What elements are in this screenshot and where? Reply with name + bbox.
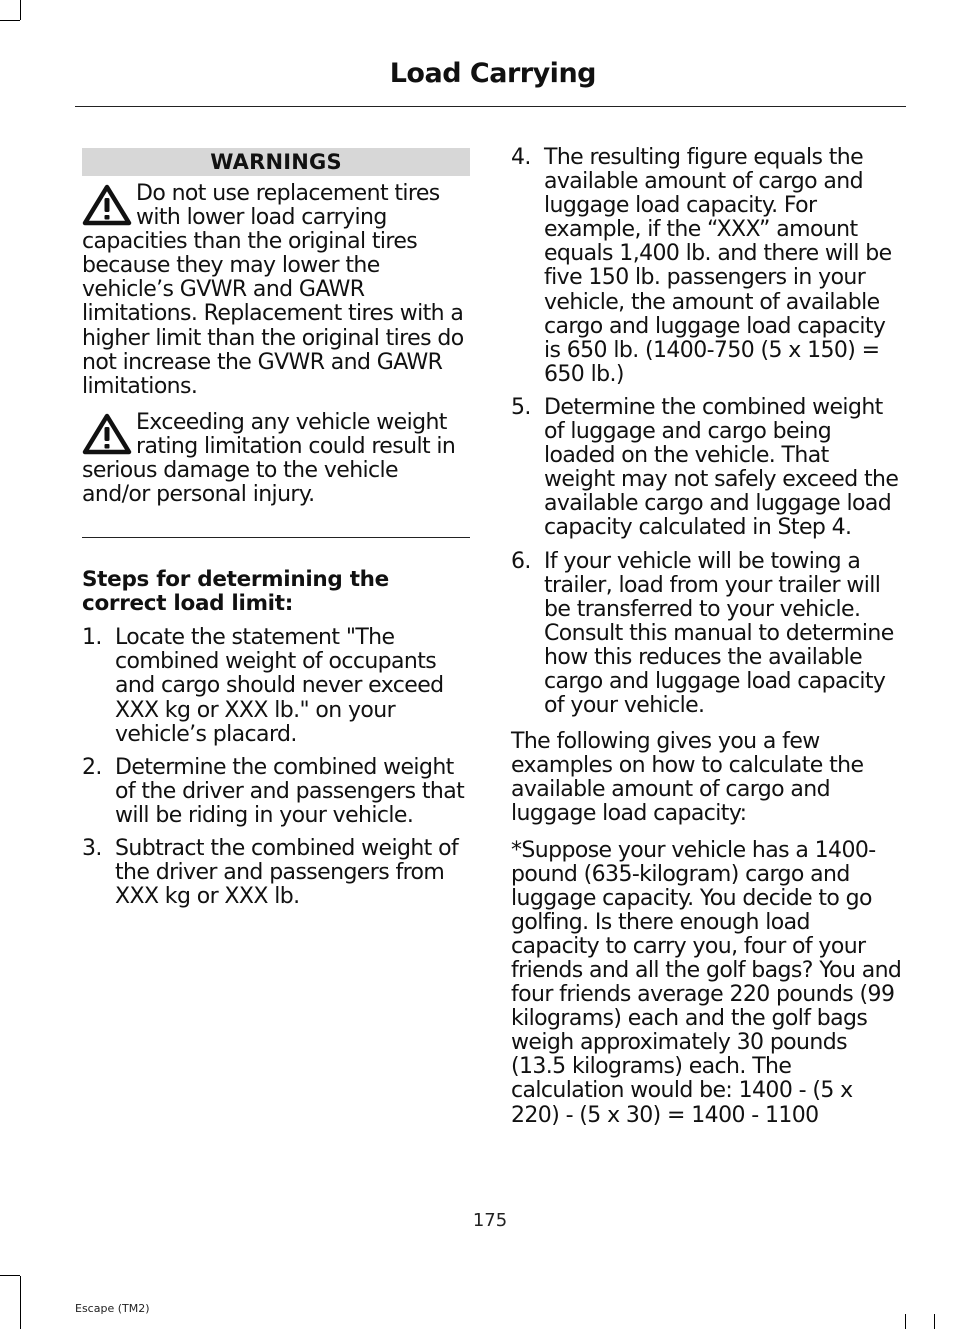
list-item: [511, 550, 903, 719]
left-column: [82, 148, 470, 918]
list-item: [82, 756, 470, 828]
steps-list: [82, 626, 470, 909]
steps-heading: Steps for determining the correct load limit:: [82, 567, 389, 617]
crop-mark: [934, 1314, 935, 1329]
step-text: Locate the statement "The combined weight of occupants and cargo should never exceed XXX kg or XXX lb." on your vehicle’s placard.: [115, 625, 444, 747]
list-item: [82, 626, 470, 746]
right-column: [511, 146, 903, 1128]
crop-mark: [0, 20, 20, 21]
step-text: Determine the combined weight of luggage and cargo being loaded on the vehicle. That weight may not safely exceed the available cargo and luggage load capacity calculated in Step 4.: [544, 394, 899, 541]
crop-mark: [0, 1275, 20, 1276]
list-item: [511, 146, 903, 387]
step-number: 2.: [82, 754, 102, 780]
list-item: [82, 837, 470, 909]
step-text: Subtract the combined weight of the driver and passengers from XXX kg or XXX lb.: [115, 835, 459, 910]
page-number: 175: [472, 1210, 508, 1231]
section-divider: [82, 537, 470, 538]
warning-item: [82, 182, 470, 399]
warning-item: [82, 411, 470, 507]
crop-mark: [20, 1276, 21, 1329]
step-number: 3.: [82, 835, 102, 861]
step-number: 5.: [511, 394, 531, 420]
page-title: Load Carrying: [389, 58, 596, 89]
body-paragraph: The following gives you a few examples on how to calculate the available amount of cargo and luggage load capacity:: [511, 729, 864, 827]
step-text: The resulting figure equals the available amount of cargo and luggage load capacity. For example, if the “XXX” amount equals 1,400 lb. and there will be five 150 lb. passengers in your vehicle, the amount of available cargo and luggage load capacity is 650 lb. (1400-750 (5 x 150) = 650 lb.): [544, 145, 892, 387]
warning-triangle-icon: [82, 184, 132, 228]
warning-text: Do not use replacement tires with lower load carrying capacities than the original tires because they may lower the vehicle’s GVWR and GAWR limitations. Replacement tires with a higher limit than the original tires do not increase the GVWR and GAWR limitations.: [82, 181, 464, 399]
steps-list-continued: [511, 146, 903, 718]
warning-triangle-icon: [82, 413, 132, 457]
step-number: 6.: [511, 548, 531, 574]
step-number: 1.: [82, 625, 102, 651]
warning-text: Exceeding any vehicle weight rating limitation could result in serious damage to the vehicle and/or personal injury.: [82, 409, 456, 508]
step-text: Determine the combined weight of the driver and passengers that will be riding in your vehicle.: [115, 754, 465, 828]
crop-mark: [905, 1314, 906, 1329]
body-paragraph: *Suppose your vehicle has a 1400-pound (635-kilogram) cargo and luggage capacity. You decide to go golfing. Is there enough load capacity to carry you, four of your friends and all the golf bags? You and four friends average 220 pounds (99 kilograms) each and the golf bags weigh approximately 30 pounds (13.5 kilograms) each. The calculation would be: 1400 - (5 x 220) - (5 x 30) = 1400 - 1100: [511, 837, 902, 1128]
step-text: If your vehicle will be towing a trailer, load from your trailer will be transferred to your vehicle. Consult this manual to determine how this reduces the available cargo and luggage load capacity of your vehicle.: [544, 548, 894, 719]
step-number: 4.: [511, 145, 531, 170]
header-rule: [75, 106, 906, 107]
footer-model: Escape (TM2): [75, 1302, 150, 1315]
list-item: [511, 396, 903, 541]
crop-mark: [20, 0, 21, 20]
warnings-heading: WARNINGS: [82, 148, 470, 176]
